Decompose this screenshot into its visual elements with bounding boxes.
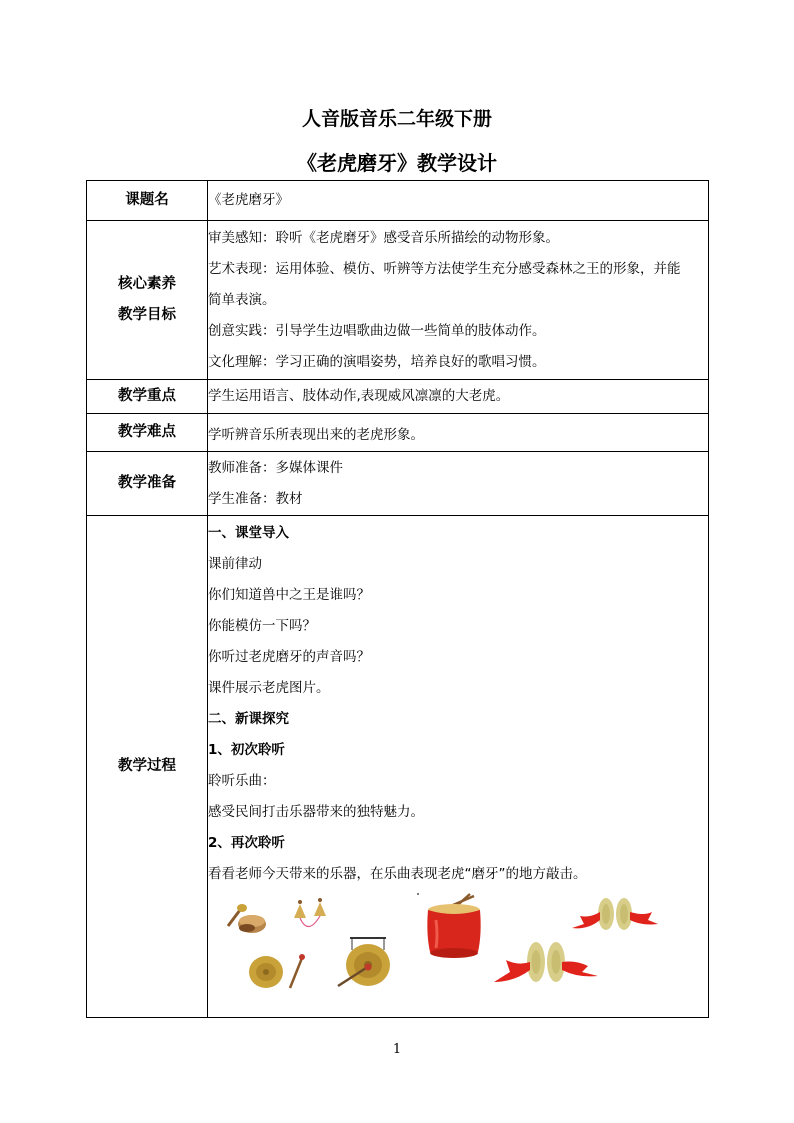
preparation-label: 教学准备 xyxy=(87,452,208,516)
topic-label: 课题名 xyxy=(87,181,208,221)
red-ribbon-cymbals-icon xyxy=(494,942,598,982)
goal-line: 艺术表现：运用体验、模仿、听辨等方法使学生充分感受森林之王的形象，并能 xyxy=(208,260,681,277)
goal-line: 简单表演。 xyxy=(208,291,276,308)
goals-content xyxy=(208,221,709,380)
process-line: 你能模仿一下吗？ xyxy=(208,618,316,634)
difficulties-label: 教学难点 xyxy=(87,414,208,452)
preparation-row xyxy=(87,452,709,516)
cymbal-icon xyxy=(249,954,305,988)
process-line: 二、新课探究 xyxy=(208,711,289,727)
preparation-content xyxy=(208,452,709,516)
goal-line: 创意实践：引导学生边唱歌曲边做一些简单的肢体动作。 xyxy=(208,322,546,339)
process-line: 感受民间打击乐器带来的独特魅力。 xyxy=(208,804,424,820)
lesson-plan-table xyxy=(86,180,709,1018)
difficulties-value: 学听辨音乐所表现出来的老虎形象。 xyxy=(208,414,709,452)
process-line: 你听过老虎磨牙的声音吗？ xyxy=(208,649,370,665)
goal-line: 审美感知：聆听《老虎磨牙》感受音乐所描绘的动物形象。 xyxy=(208,229,559,246)
goals-row xyxy=(87,221,709,380)
process-line: 看看老师今天带来的乐器，在乐曲表现老虎“磨牙”的地方敲击。 xyxy=(208,866,587,882)
process-line: 1、初次聆听 xyxy=(208,742,285,758)
bell-icon xyxy=(294,898,326,927)
drum-icon xyxy=(417,893,481,958)
difficulties-row xyxy=(87,414,709,452)
goals-label: 核心素养 教学目标 xyxy=(87,221,208,380)
goal-line: 文化理解：学习正确的演唱姿势，培养良好的歌唱习惯。 xyxy=(208,353,546,370)
process-row xyxy=(87,516,709,1018)
lesson-title: 《老虎磨牙》教学设计 xyxy=(297,151,497,175)
process-line: 一、课堂导入 xyxy=(208,525,289,541)
topic-value: 《老虎磨牙》 xyxy=(208,181,709,221)
process-content xyxy=(208,516,709,1018)
preparation-line: 教师准备：多媒体课件 xyxy=(208,459,343,476)
page-number: 1 xyxy=(392,1042,402,1057)
process-line: 课前律动 xyxy=(208,556,262,572)
castanet-wood-block-icon xyxy=(228,904,266,933)
document-title: 人音版音乐二年级下册 xyxy=(301,108,492,130)
process-line: 课件展示老虎图片。 xyxy=(208,680,330,696)
process-line: 2、再次聆听 xyxy=(208,835,285,851)
key-points-row xyxy=(87,380,709,414)
gong-icon xyxy=(338,938,390,986)
red-ribbon-cymbals-icon xyxy=(572,898,658,930)
topic-row xyxy=(87,181,709,221)
process-label: 教学过程 xyxy=(87,516,208,1018)
key-points-label: 教学重点 xyxy=(87,380,208,414)
process-line: 聆听乐曲： xyxy=(208,773,276,789)
preparation-line: 学生准备：教材 xyxy=(208,490,303,507)
key-points-value: 学生运用语言、肢体动作,表现威风凛凛的大老虎。 xyxy=(208,380,709,414)
instruments-illustration xyxy=(208,890,708,1016)
process-line: 你们知道兽中之王是谁吗？ xyxy=(208,587,370,603)
